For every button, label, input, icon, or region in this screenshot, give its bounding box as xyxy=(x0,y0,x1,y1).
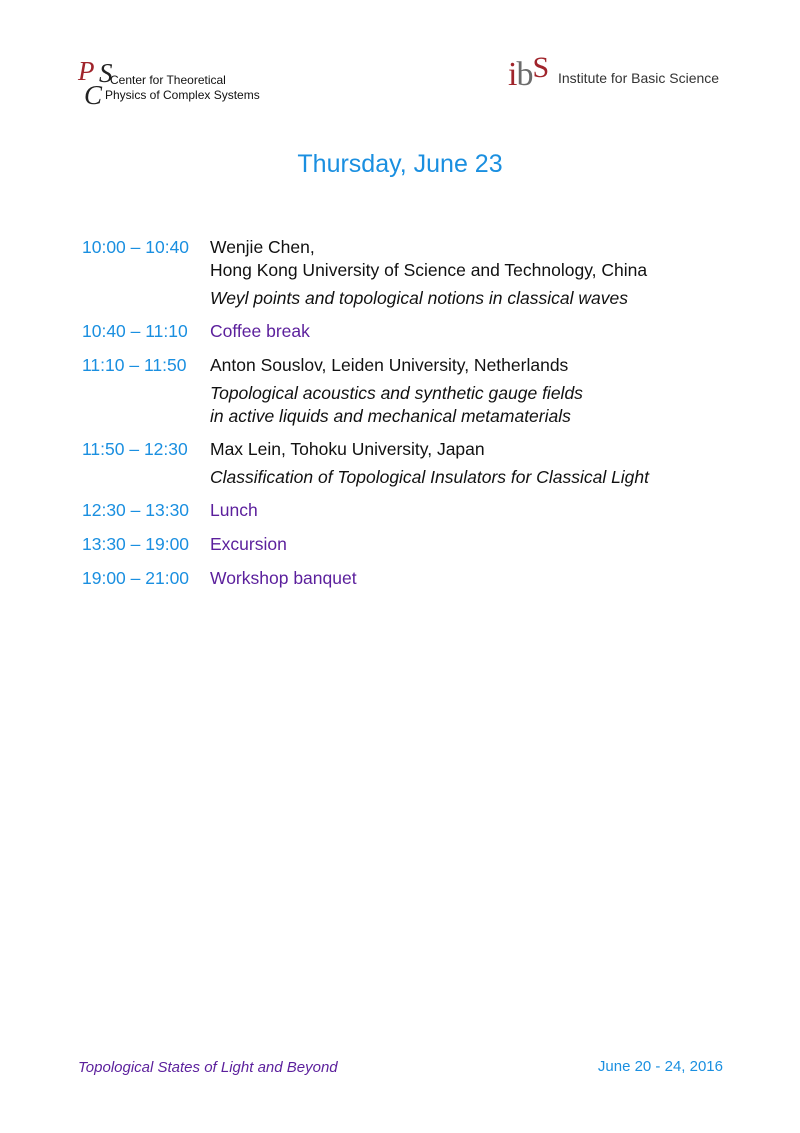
talk-title: Topological acoustics and synthetic gauge fields xyxy=(210,383,583,403)
pcs-logo-line2: Physics of Complex Systems xyxy=(105,88,260,102)
schedule-time: 10:00 – 10:40 xyxy=(82,237,190,257)
footer-dates: June 20 - 24, 2016 xyxy=(597,1058,723,1075)
schedule-row xyxy=(82,236,742,310)
schedule-row xyxy=(82,320,742,343)
ibs-mark-b: b xyxy=(516,56,533,93)
ibs-mark-i: i xyxy=(508,56,517,93)
schedule-content xyxy=(210,354,742,428)
schedule-row xyxy=(82,354,742,428)
talk-title: in active liquids and mechanical metamaterials xyxy=(210,406,571,426)
schedule-row xyxy=(82,438,742,489)
schedule-time: 13:30 – 19:00 xyxy=(82,534,190,554)
ibs-mark-s: S xyxy=(532,51,549,84)
schedule-content xyxy=(210,236,742,310)
schedule-row xyxy=(82,499,742,522)
pcs-logo-line1: Center for Theoretical xyxy=(110,73,226,87)
schedule-event: Coffee break xyxy=(210,321,310,341)
ibs-logo-text: Institute for Basic Science xyxy=(558,70,720,86)
speaker-name: Anton Souslov, Leiden University, Netherlands xyxy=(210,355,569,375)
talk-title: Classification of Topological Insulators for Classical Light xyxy=(210,467,650,487)
schedule-event: Excursion xyxy=(210,534,287,554)
pcs-logo-text xyxy=(105,73,260,103)
pcs-logo-c: C xyxy=(84,80,103,110)
footer-workshop-title: Topological States of Light and Beyond xyxy=(78,1059,338,1076)
schedule-event: Workshop banquet xyxy=(210,568,357,588)
speaker-name: Max Lein, Tohoku University, Japan xyxy=(210,439,485,459)
schedule-time: 11:10 – 11:50 xyxy=(82,355,187,375)
schedule-time: 11:50 – 12:30 xyxy=(82,439,188,459)
ibs-logo-mark xyxy=(508,51,549,93)
schedule-time: 10:40 – 11:10 xyxy=(82,321,188,341)
schedule-row xyxy=(82,533,742,556)
schedule-row xyxy=(82,567,742,590)
schedule xyxy=(82,236,742,590)
ibs-logo xyxy=(508,51,723,104)
pcs-logo-p: P xyxy=(78,56,95,86)
pcs-logo-s: S xyxy=(99,58,113,88)
pcs-logo xyxy=(78,58,278,110)
speaker-affiliation: Hong Kong University of Science and Technology, China xyxy=(210,260,648,280)
schedule-time: 12:30 – 13:30 xyxy=(82,500,190,520)
speaker-name: Wenjie Chen, xyxy=(210,237,315,257)
schedule-time: 19:00 – 21:00 xyxy=(82,568,190,588)
page-title: Thursday, June 23 xyxy=(297,150,503,178)
talk-title: Weyl points and topological notions in classical waves xyxy=(210,288,628,308)
schedule-event: Lunch xyxy=(210,500,258,520)
schedule-content xyxy=(210,438,742,489)
